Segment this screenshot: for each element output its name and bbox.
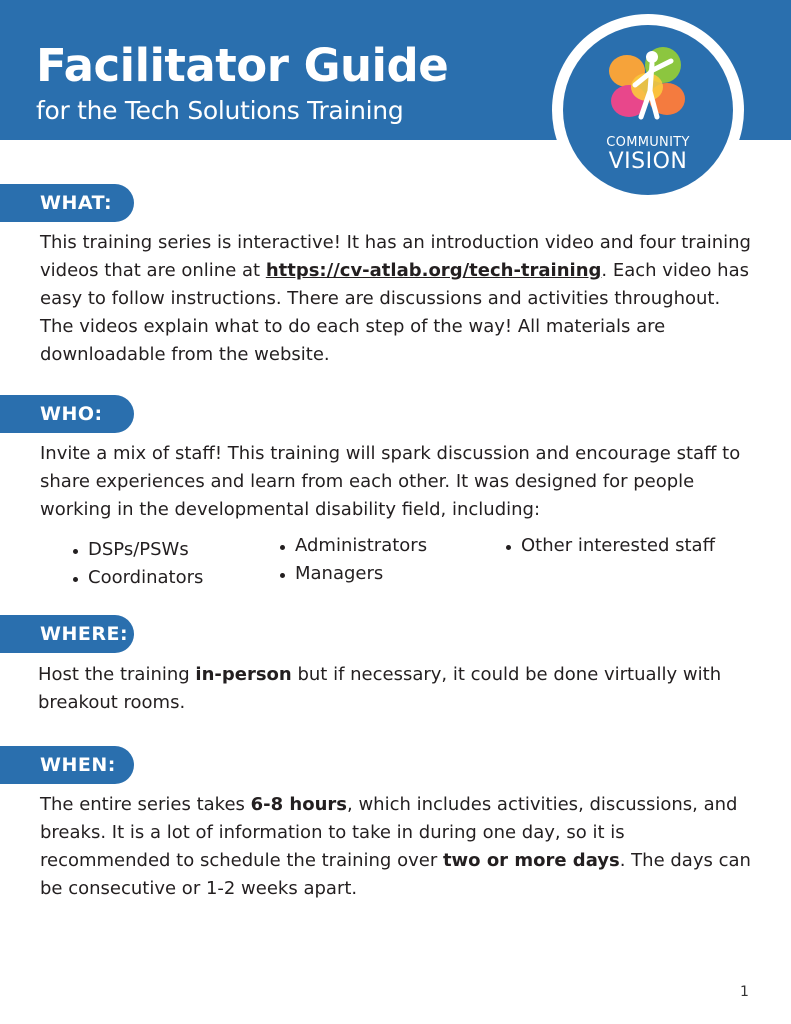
- when-text-3: . The days can be consecutive or 1-2 weeks apart.: [40, 850, 751, 899]
- page-subtitle: for the Tech Solutions Training: [36, 96, 404, 125]
- when-bold-hours: 6-8 hours: [250, 794, 347, 815]
- section-heading-when: WHEN:: [0, 746, 134, 784]
- list-item: Coordinators: [70, 564, 203, 592]
- who-paragraph: Invite a mix of staff! This training will spark discussion and encourage staff to share experiences and learn from each other. It was designed for people working in the developmental disability field, including:: [40, 443, 741, 520]
- when-paragraph: [40, 791, 758, 903]
- logo-text-community: COMMUNITY: [606, 135, 690, 150]
- what-paragraph: [40, 229, 755, 369]
- what-text-1: This training series is interactive! It has an introduction video and four training videos that are online at: [40, 232, 751, 281]
- where-text-2: but if necessary, it could be done virtually with breakout rooms.: [38, 664, 722, 713]
- community-vision-logo: [563, 25, 733, 195]
- page-number: 1: [740, 984, 749, 1000]
- list-item: DSPs/PSWs: [70, 536, 203, 564]
- where-text-1: Host the training: [38, 664, 196, 685]
- logo-text-vision: VISION: [608, 149, 688, 174]
- what-text-2: . Each video has easy to follow instructions. There are discussions and activities throughout. The videos explain what to do each step of the way! All materials are downloadable from the website.: [40, 260, 749, 365]
- where-bold: in-person: [195, 664, 292, 685]
- list-item: Administrators: [277, 532, 427, 560]
- section-heading-what: WHAT:: [0, 184, 134, 222]
- list-item: Managers: [277, 560, 427, 588]
- where-paragraph: [38, 661, 753, 717]
- when-bold-days: two or more days: [442, 850, 620, 871]
- who-list-col2: [277, 532, 427, 588]
- page-title: Facilitator Guide: [36, 39, 449, 92]
- section-heading-who: WHO:: [0, 395, 134, 433]
- when-text-1: The entire series takes: [40, 794, 251, 815]
- who-list-col3: [503, 532, 715, 560]
- logo-flower-icon: [605, 41, 691, 131]
- training-website-link[interactable]: https://cv-atlab.org/tech-training: [265, 260, 602, 281]
- when-text-2: , which includes activities, discussions, and breaks. It is a lot of information to take in during one day, so it is recommended to schedule the training over: [40, 794, 738, 871]
- who-list-col1: [70, 536, 203, 592]
- list-item: Other interested staff: [503, 532, 715, 560]
- section-heading-where: WHERE:: [0, 615, 134, 653]
